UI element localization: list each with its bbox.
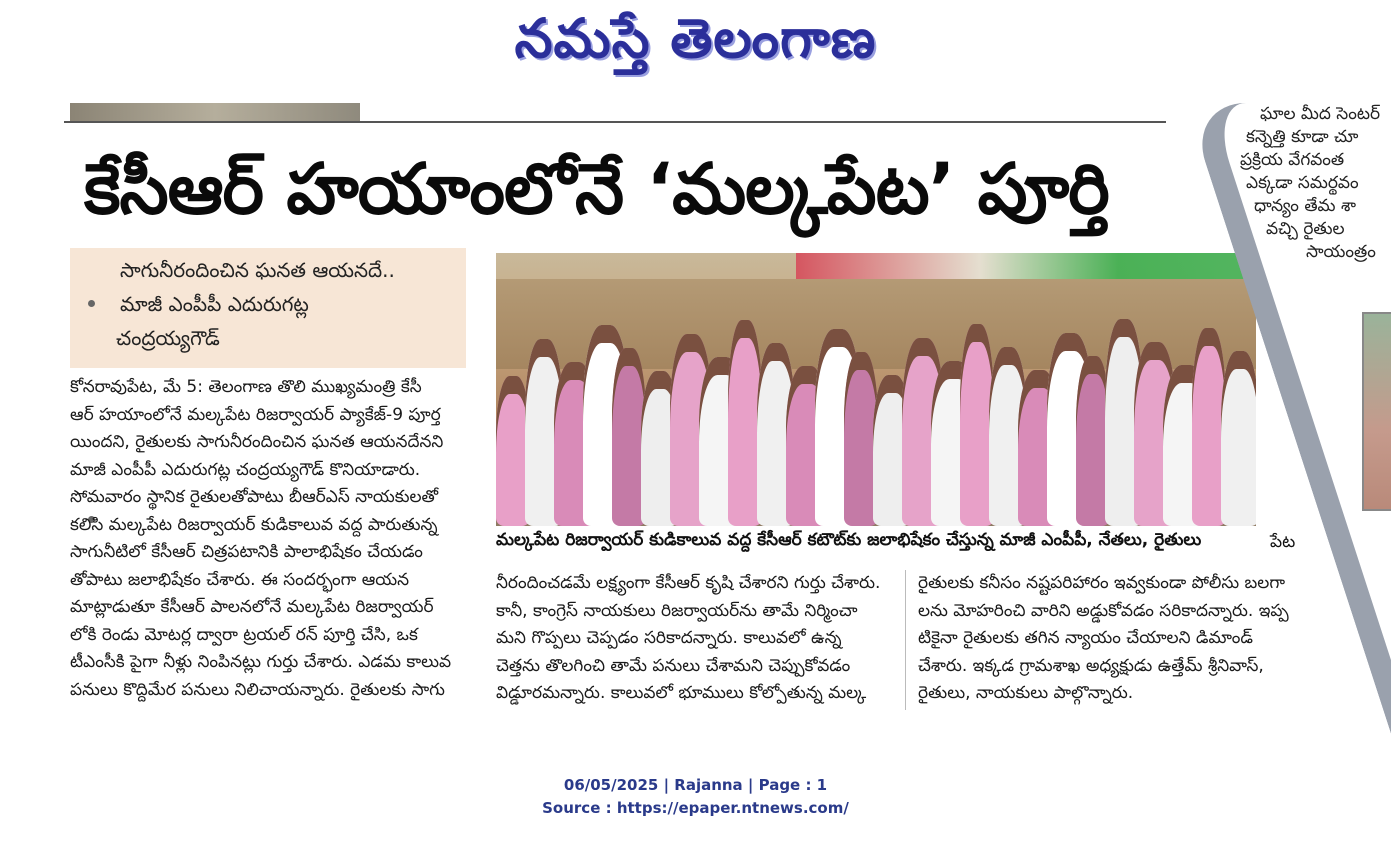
body-line: కోనరావుపేట, మే 5: తెలంగాణ తొలి ముఖ్యమంత్రి కేసీ — [70, 377, 422, 397]
side-article — [1240, 103, 1391, 264]
article-column-2 — [496, 570, 892, 708]
body-line: చెత్తను తొలగించి తామే పనులు చేశామని చెప్పుకోవడం — [496, 655, 851, 676]
bullet-icon — [88, 300, 95, 307]
body-line: లోకి రెండు మోటర్ల ద్వారా ట్రయల్ రన్ పూర్తి చేసి, ఒక — [70, 624, 418, 645]
footer-date-line: 06/05/2025 | Rajanna | Page : 1 — [563, 776, 828, 794]
body-line: యిందని, రైతులకు సాగునీరందించిన ఘనత ఆయనదేనని — [70, 432, 444, 452]
photo-caption-text: మల్కపేట రిజర్వాయర్ కుడికాలువ వద్ద కేసీఆర్ కటౌట్‌కు జలాభిషేకం చేస్తున్న మాజీ ఎంపీపీ, నేతలు, రైతులు — [496, 530, 1202, 550]
side-photo — [1362, 312, 1391, 511]
deck-line-3: చంద్రయ్యగౌడ్ — [116, 326, 220, 350]
body-line: సాగునీటిలో కేసీఆర్ చిత్రపటానికి పాలాభిషేకం చేయడం — [70, 542, 423, 562]
side-line: ప్రక్రియ వేగవంత — [1240, 150, 1345, 170]
newspaper-title: నమస్తే తెలంగాణ — [514, 6, 877, 70]
top-image-strip — [70, 103, 360, 121]
body-line: సోమవారం స్థానిక రైతులతోపాటు బీఆర్ఎస్ నాయకులతో — [70, 487, 439, 507]
body-line: టీఎంసీకి పైగా నీళ్లు నింపినట్లు గుర్తు చేశారు. ఎడమ కాలువ — [70, 652, 452, 672]
body-line: ఆర్ హయాంలోనే మల్కపేట రిజర్వాయర్ ప్యాకేజ్-9 పూర్త — [70, 404, 441, 425]
photo-caption-extra: పేట — [1270, 532, 1296, 552]
photo-fence — [796, 253, 1256, 279]
side-line: సాయంత్రం — [1306, 242, 1376, 262]
body-line: విడ్డూరమన్నారు. కాలువలో భూములు కోల్పోతున్న మల్క — [496, 683, 867, 703]
photo-crowd — [496, 313, 1256, 526]
headline-rule — [64, 121, 1166, 123]
side-line: కన్నెత్తి కూడా చూ — [1246, 127, 1359, 147]
body-line: కానీ, కాంగ్రెస్ నాయకులు రిజర్వాయర్‌ను తామే నిర్మించా — [496, 600, 858, 621]
body-line: తోపాటు జలాభిషేకం చేశారు. ఈ సందర్భంగా ఆయన — [70, 569, 410, 590]
column-divider — [905, 570, 906, 710]
body-line: మాజీ ఎంపీపీ ఎదురుగట్ల చంద్రయ్యగౌడ్ కొనియాడారు. — [70, 459, 421, 480]
body-line: చేశారు. ఇక్కడ గ్రామశాఖ అధ్యక్షుడు ఉత్తేమ్ శ్రీనివాస్, — [918, 655, 1264, 676]
masthead — [0, 0, 1391, 90]
side-line: ధాన్యం తేమ శా — [1254, 196, 1356, 216]
body-line: మాట్లాడుతూ కేసీఆర్ పాలనలోనే మల్కపేట రిజర్వాయర్ — [70, 597, 434, 617]
photo-caption — [496, 530, 1296, 560]
body-line: నీరందించడమే లక్ష్యంగా కేసీఆర్ కృషి చేశారని గుర్తు చేశారు. — [496, 573, 881, 593]
article-deck — [70, 248, 466, 368]
side-line: వచ్చి రైతుల — [1266, 219, 1345, 239]
body-line: మని గొప్పలు చెప్పడం సరికాదన్నారు. కాలువలో ఉన్న — [496, 628, 842, 648]
body-line: లను మోహరించి వారిని అడ్డుకోవడం సరికాదన్నారు. ఇప్ప — [918, 600, 1289, 621]
body-line: రైతులకు కనీసం నష్టపరిహారం ఇవ్వకుండా పోలీసు బలగా — [918, 573, 1286, 593]
side-line: ఘాల మీద సెంటర్ — [1260, 104, 1381, 124]
article-column-3 — [918, 570, 1314, 708]
body-line: పనులు కొద్దిమేర పనులు నిలిచాయన్నారు. రైతులకు సాగు — [70, 679, 445, 700]
article-column-1 — [70, 374, 466, 704]
news-photo — [496, 253, 1256, 526]
photo-person — [1221, 351, 1256, 526]
side-line: ఎక్కడా సమర్థవం — [1246, 173, 1359, 193]
body-line: రైతులు, నాయకులు పాల్గొన్నారు. — [918, 683, 1134, 703]
deck-line-1: సాగునీరందించిన ఘనత ఆయనదే.. — [120, 258, 395, 282]
body-line: కలిసి మల్కపేట రిజర్వాయర్ కుడికాలువ వద్ద పారుతున్న — [70, 514, 438, 535]
deck-line-2: మాజీ ఎంపీపీ ఎదురుగట్ల — [120, 292, 309, 316]
footer-source-link[interactable]: Source : https://epaper.ntnews.com/ — [542, 799, 849, 817]
body-line: టికైనా రైతులకు తగిన న్యాయం చేయాలని డిమాండ్ — [918, 628, 1253, 648]
article-headline: కేసీఆర్ హయాంలోనే ‘మల్కపేట’ పూర్తి — [84, 148, 1109, 230]
